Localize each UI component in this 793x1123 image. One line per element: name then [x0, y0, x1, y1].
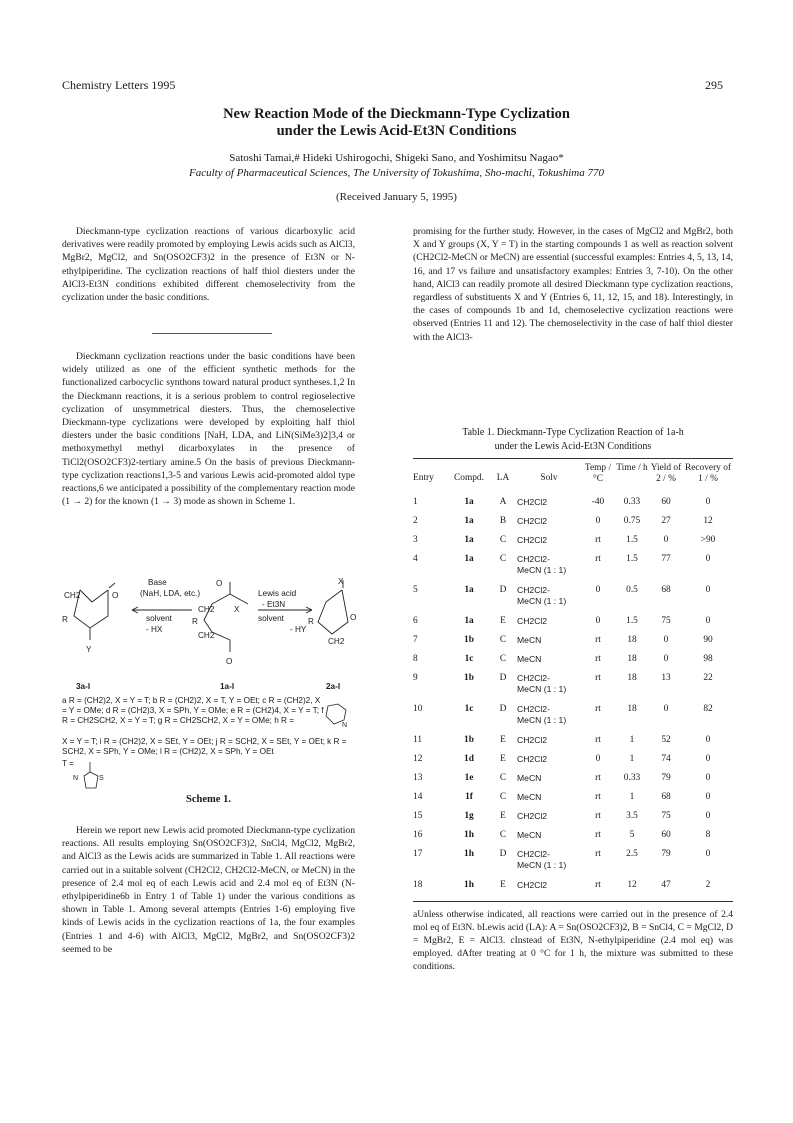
- cell-yield: 77: [661, 554, 671, 564]
- cell-solv-ratio: MeCN (1 : 1): [517, 715, 567, 725]
- intro-paragraph: Dieckmann cyclization reactions under the basic conditions have been widely utilized as one of the efficient synthetic methods for the functionalized carbocyclic synthons toward natural product syntheses.1,2 In the Dieckmann reactions, it is a serious problem to control regioselective cyclization of unsymmetrical diesters. Thus, the chemoselective Dieckmann-type cyclizations were developed by exploiting half thiol diesters under the basic conditions [NaH, LDA, and LiN(SiMe3)2]3,4 or methoxymethyl methyl dicarboxylates in the presence of TiCl2(OSO2CF3)2-tertiary amine.5 On the basis of previous Dieckmann-type cyclization reactions1,3-5 and various Lewis acid-promoted aldol type reactions,6 we anticipated a possibility of the complementary reaction mode (1 → 2) for the known (1 → 3) mode as shown in Scheme 1.: [62, 351, 355, 508]
- scheme-loss-right: - HY: [290, 625, 307, 634]
- cell-temp: rt: [595, 535, 601, 545]
- col-header-yield: Yield of 2 / %: [650, 463, 682, 484]
- cell-solv: MeCN: [517, 792, 542, 802]
- cell-entry: 5: [413, 585, 418, 595]
- cell-entry: 11: [413, 735, 423, 745]
- table-row: [413, 673, 733, 704]
- cell-recovery: 2: [705, 880, 711, 890]
- table-row: [413, 654, 733, 673]
- cell-solv: MeCN: [517, 773, 542, 783]
- cell-recovery: 12: [703, 516, 713, 526]
- cell-recovery: 0: [705, 585, 711, 595]
- cell-recovery: 0: [705, 849, 711, 859]
- svg-text:O: O: [216, 579, 223, 588]
- cell-solv-ratio: MeCN (1 : 1): [517, 860, 567, 870]
- table-row: [413, 516, 733, 535]
- scheme-amine: - Et3N: [262, 600, 286, 609]
- results-table: [413, 463, 733, 899]
- results-paragraph: Herein we report new Lewis acid promoted Dieckmann-type cyclization reactions. All results employing Sn(OSO2CF3)2, SnCl4, MgCl2, MgBr2, and AlCl3 as the Lewis acids are summarized in Table 1. All reactions were carried out in a suitable solvent (CH2Cl2, CH2Cl2-MeCN, or MeCN) in the presence of 2.4 mol eq of each Lewis acid and 2.4 mol eq of Et3N (N-ethylpiperidine6b in Entry 1 of Table 1) under the various conditions as shown in Table 1. Among several attempts (Entries 1-6) employing five kinds of Lewis acids in the cyclization reactions of 1a, the four examples (Entries 1 and 4-6) with AlCl3, MgCl2, MgBr2, and Sn(OSO2CF3)2 seemed to be: [62, 825, 355, 955]
- scheme-definitions-1: a R = (CH2)2, X = Y = T; b R = (CH2)2, X = T, Y = OEt; c R = (CH2)2, X = Y = OMe; d R = (CH2)3, X = SPh, Y = OMe; e R = (CH2)4, X = Y = T; f R = CH2SCH2, X = Y = T; g R = CH2SCH2, X = Y = OMe; h R =: [62, 696, 324, 726]
- cell-solv: CH2Cl2-: [517, 673, 550, 683]
- cell-recovery: 82: [703, 704, 713, 714]
- cell-compd: 1a: [464, 497, 474, 507]
- svg-text:O: O: [350, 613, 357, 622]
- cell-yield: 68: [661, 792, 671, 802]
- cell-entry: 12: [413, 754, 423, 764]
- cell-yield: 60: [661, 497, 671, 507]
- cell-temp: 0: [595, 754, 601, 764]
- cell-entry: 9: [413, 673, 418, 683]
- svg-text:O: O: [226, 657, 233, 666]
- col-header-temp: Temp / °C: [584, 463, 612, 484]
- cell-temp: rt: [595, 673, 601, 683]
- cell-solv: CH2Cl2: [517, 616, 548, 626]
- cell-compd: 1b: [464, 735, 474, 745]
- col-header-recovery: Recovery of 1 / %: [684, 463, 732, 484]
- cell-temp: rt: [595, 830, 601, 840]
- journal-header: Chemistry Letters 1995: [62, 78, 176, 92]
- cell-la: E: [500, 811, 506, 821]
- cell-la: A: [499, 497, 507, 507]
- cell-la: D: [499, 585, 507, 595]
- table-row: [413, 497, 733, 516]
- cell-solv-ratio: MeCN (1 : 1): [517, 565, 567, 575]
- svg-text:R: R: [308, 617, 314, 626]
- scheme-structures: [62, 576, 355, 694]
- table-footnotes: aUnless otherwise indicated, all reactions were carried out in the presence of 2.4 mol eq of Et3N. bLewis acid (LA): A = Sn(OSO2CF3)2, B = SnCl4, C = MgCl2, D = MgBr2, E = AlCl3. cInstead of Et3N, N-ethylpiperidine (2.4 mol eq) was employed. dAfter treating at 0 °C for 1 h, the mixture was submitted to these conditions.: [413, 910, 733, 972]
- svg-text:X: X: [234, 605, 240, 614]
- cell-recovery: 0: [705, 792, 711, 802]
- cell-temp: -40: [591, 497, 605, 507]
- continuation-paragraph: promising for the further study. However, in the cases of MgCl2 and MgBr2, both X and Y groups (X, Y = T) in the starting compounds 1 as well as reaction solvent (CH2Cl2-MeCN or MeCN) are essential (successful examples: Entries 4, 5, 13, 14, 16, and 17 vs failure and unsatisfactory examples: Entries 3, 7-10). On the other hand, AlCl3 can readily promote all desired Dieckmann type cyclization reactions, regardless of substituents X and Y (Entries 6, 11, 12, 15, and 18). Interestingly, in the cases of compounds 1b and 1d, chemoselective cyclization reactions were observed (Entries 11 and 12). The chemoselectivity in the case of half thiol diester with the AlCl3-: [413, 226, 733, 343]
- abstract-divider: [152, 333, 272, 334]
- cell-solv: CH2Cl2: [517, 735, 548, 745]
- thiazolidine-t-label: T =: [62, 759, 74, 768]
- cell-solv: CH2Cl2: [517, 811, 548, 821]
- table-top-rule: [413, 458, 733, 459]
- svg-text:CH2: CH2: [64, 591, 81, 600]
- table-row: [413, 811, 733, 830]
- cell-recovery: 98: [703, 654, 713, 664]
- table-row: [413, 830, 733, 849]
- scheme-base-conditions: (NaH, LDA, etc.): [140, 589, 201, 598]
- page-number: 295: [705, 78, 723, 92]
- cell-temp: rt: [595, 849, 601, 859]
- cell-solv: CH2Cl2-: [517, 704, 550, 714]
- cell-time: 1: [629, 754, 635, 764]
- table-row: [413, 535, 733, 554]
- table-row: [413, 735, 733, 754]
- svg-text:X: X: [338, 577, 344, 586]
- cell-recovery: 0: [705, 811, 711, 821]
- cell-yield: 0: [663, 635, 669, 645]
- cell-la: C: [499, 830, 507, 840]
- table-row: [413, 773, 733, 792]
- cell-temp: rt: [595, 654, 601, 664]
- cyclic-ketone-right: [318, 590, 348, 634]
- cell-entry: 3: [413, 535, 418, 545]
- cell-compd: 1a: [464, 535, 474, 545]
- cell-la: E: [500, 616, 506, 626]
- col-header-solv: Solv: [540, 473, 558, 483]
- cell-yield: 13: [661, 673, 671, 683]
- svg-text:R: R: [192, 617, 198, 626]
- compound-3-label: 3a-l: [76, 682, 91, 691]
- cell-la: C: [499, 554, 507, 564]
- cell-entry: 15: [413, 811, 423, 821]
- cell-time: 5: [629, 830, 635, 840]
- cell-la: D: [499, 673, 507, 683]
- table-header-row: [413, 463, 733, 497]
- cell-solv: CH2Cl2: [517, 754, 548, 764]
- cell-yield: 60: [661, 830, 671, 840]
- cell-entry: 8: [413, 654, 418, 664]
- table-row: [413, 880, 733, 899]
- cell-entry: 1: [413, 497, 418, 507]
- cell-time: 2.5: [626, 849, 638, 859]
- cell-yield: 75: [661, 811, 671, 821]
- cell-solv: CH2Cl2: [517, 516, 548, 526]
- svg-text:CH2: CH2: [198, 605, 215, 614]
- col-header-compd: Compd.: [454, 473, 484, 483]
- table-row: [413, 616, 733, 635]
- cell-entry: 4: [413, 554, 418, 564]
- cell-yield: 0: [663, 654, 669, 664]
- table-row: [413, 635, 733, 654]
- cell-la: C: [499, 773, 507, 783]
- table-row: [413, 554, 733, 585]
- cell-time: 1.5: [626, 535, 638, 545]
- cell-temp: rt: [595, 554, 601, 564]
- cell-compd: 1a: [464, 516, 474, 526]
- cell-compd: 1c: [464, 704, 474, 714]
- cell-recovery: 0: [705, 754, 711, 764]
- left-intro: [62, 350, 355, 520]
- cell-la: C: [499, 635, 507, 645]
- cell-compd: 1g: [464, 811, 474, 821]
- cell-compd: 1a: [464, 616, 474, 626]
- table-row: [413, 704, 733, 735]
- cell-compd: 1a: [464, 554, 474, 564]
- article-title-line1: New Reaction Mode of the Dieckmann-Type Cyclization: [223, 106, 570, 122]
- cell-solv: CH2Cl2-: [517, 849, 550, 859]
- cell-temp: rt: [595, 635, 601, 645]
- cell-time: 3.5: [626, 811, 638, 821]
- cell-time: 18: [627, 704, 637, 714]
- cell-yield: 79: [661, 773, 671, 783]
- cell-solv: MeCN: [517, 654, 542, 664]
- col-header-la: LA: [496, 473, 510, 483]
- cell-time: 0.33: [623, 773, 641, 783]
- compound-2-label: 2a-l: [326, 682, 341, 691]
- cell-entry: 2: [413, 516, 418, 526]
- cell-compd: 1a: [464, 585, 474, 595]
- cell-entry: 7: [413, 635, 418, 645]
- cell-solv: MeCN: [517, 830, 542, 840]
- cell-solv: CH2Cl2: [517, 535, 548, 545]
- cell-solv-ratio: MeCN (1 : 1): [517, 684, 567, 694]
- svg-text:CH2: CH2: [198, 631, 215, 640]
- scheme-base-label: Base: [148, 578, 167, 587]
- right-column: [413, 225, 733, 356]
- table-row: [413, 792, 733, 811]
- article-title-line2: under the Lewis Acid-Et3N Conditions: [276, 123, 517, 139]
- cell-compd: 1b: [464, 635, 474, 645]
- cell-entry: 18: [413, 880, 423, 890]
- cell-recovery: 0: [705, 497, 711, 507]
- cell-entry: 6: [413, 616, 418, 626]
- cell-yield: 0: [663, 704, 669, 714]
- cell-temp: rt: [595, 735, 601, 745]
- cell-la: D: [499, 849, 507, 859]
- cell-la: C: [499, 654, 507, 664]
- cell-recovery: 0: [705, 554, 711, 564]
- abstract: Dieckmann-type cyclization reactions of various dicarboxylic acid derivatives were readily promoted by employing Lewis acids such as AlCl3, MgBr2, MgCl2, and Sn(OSO2CF3)2 in the presence of Et3N or N-ethylpiperidine. The cyclization reactions of half thiol diesters under the AlCl3-Et3N conditions exhibited different chemoselectivity from the cyclization under the basic conditions.: [62, 226, 355, 304]
- cell-temp: 0: [595, 616, 601, 626]
- scheme-1: [62, 576, 355, 808]
- cell-time: 1.5: [626, 616, 638, 626]
- cell-recovery: 90: [703, 635, 713, 645]
- cell-compd: 1c: [464, 654, 474, 664]
- cell-time: 18: [627, 635, 637, 645]
- pyridine-icon: [324, 702, 352, 728]
- cell-entry: 16: [413, 830, 423, 840]
- svg-text:N: N: [73, 775, 79, 782]
- cell-yield: 27: [661, 516, 671, 526]
- cell-yield: 0: [663, 535, 669, 545]
- scheme-definitions-2: X = Y = T; i R = (CH2)2, X = SEt, Y = OEt; j R = SCH2, X = SEt, Y = OEt; k R = SCH2, X = SPh, Y = OMe; l R = (CH2)2, X = SPh, Y = OEt: [62, 737, 347, 757]
- scheme-solvent-right: solvent: [258, 614, 284, 623]
- cell-la: C: [499, 792, 507, 802]
- cell-temp: rt: [595, 880, 601, 890]
- scheme-solvent-left: solvent: [146, 614, 172, 623]
- cell-temp: rt: [595, 773, 601, 783]
- cell-la: E: [500, 754, 506, 764]
- table-caption-line1: Table 1. Dieckmann-Type Cyclization Reaction of 1a-h: [462, 427, 684, 438]
- cell-recovery: 8: [705, 830, 711, 840]
- cell-time: 0.33: [623, 497, 641, 507]
- cell-entry: 17: [413, 849, 423, 859]
- left-results: [62, 824, 355, 968]
- cell-la: B: [499, 516, 507, 526]
- cell-compd: 1h: [464, 849, 474, 859]
- table-caption-line2: under the Lewis Acid-Et3N Conditions: [494, 441, 652, 452]
- table-row: [413, 754, 733, 773]
- cell-la: E: [500, 880, 506, 890]
- cell-compd: 1b: [464, 673, 474, 683]
- compound-1-label: 1a-l: [220, 682, 235, 691]
- cell-compd: 1f: [465, 792, 473, 802]
- svg-text:Y: Y: [86, 645, 92, 654]
- cell-entry: 14: [413, 792, 423, 802]
- svg-text:CH2: CH2: [328, 637, 345, 646]
- cell-la: C: [499, 535, 507, 545]
- cell-time: 1: [629, 735, 635, 745]
- received-date: (Received January 5, 1995): [336, 191, 457, 203]
- cell-compd: 1h: [464, 830, 474, 840]
- cell-solv: CH2Cl2-: [517, 585, 550, 595]
- cell-temp: 0: [595, 585, 601, 595]
- cell-recovery: 22: [703, 673, 713, 683]
- cell-solv: CH2Cl2-: [517, 554, 550, 564]
- authors: Satoshi Tamai,# Hideki Ushirogochi, Shigeki Sano, and Yoshimitsu Nagao*: [229, 152, 564, 164]
- cell-la: E: [500, 735, 506, 745]
- svg-text:S: S: [99, 775, 104, 782]
- scheme-caption: Scheme 1.: [186, 794, 231, 805]
- cell-solv-ratio: MeCN (1 : 1): [517, 596, 567, 606]
- cell-entry: 13: [413, 773, 423, 783]
- cell-solv: CH2Cl2: [517, 497, 548, 507]
- scheme-lewis-label: Lewis acid: [258, 589, 297, 598]
- table-row: [413, 849, 733, 880]
- cell-yield: 74: [661, 754, 671, 764]
- affiliation: Faculty of Pharmaceutical Sciences, The University of Tokushima, Sho-machi, Tokushima 770: [189, 167, 604, 179]
- cell-temp: rt: [595, 811, 601, 821]
- svg-text:R: R: [62, 615, 68, 624]
- table-bottom-rule: [413, 901, 733, 902]
- cell-solv: MeCN: [517, 635, 542, 645]
- cell-time: 0.75: [623, 516, 641, 526]
- cell-compd: 1e: [464, 773, 474, 783]
- col-header-time: Time / h: [616, 463, 648, 473]
- cell-temp: rt: [595, 704, 601, 714]
- cell-time: 12: [627, 880, 637, 890]
- cell-yield: 68: [661, 585, 671, 595]
- table-row: [413, 585, 733, 616]
- cell-yield: 75: [661, 616, 671, 626]
- col-header-entry: Entry: [413, 473, 434, 483]
- cell-la: D: [499, 704, 507, 714]
- svg-text:O: O: [112, 591, 119, 600]
- cell-recovery: 0: [705, 735, 711, 745]
- cell-recovery: 0: [705, 616, 711, 626]
- cell-yield: 52: [661, 735, 671, 745]
- cell-time: 1: [629, 792, 635, 802]
- cell-yield: 47: [661, 880, 671, 890]
- cell-time: 18: [627, 654, 637, 664]
- svg-text:N: N: [342, 722, 348, 729]
- left-column: [62, 225, 355, 316]
- cell-temp: rt: [595, 792, 601, 802]
- cell-compd: 1h: [464, 880, 474, 890]
- cell-time: 0.5: [626, 585, 638, 595]
- cell-temp: 0: [595, 516, 601, 526]
- cell-recovery: 0: [705, 773, 711, 783]
- cell-solv: CH2Cl2: [517, 880, 548, 890]
- cell-yield: 79: [661, 849, 671, 859]
- cell-compd: 1d: [464, 754, 474, 764]
- scheme-loss-left: - HX: [146, 625, 163, 634]
- cell-entry: 10: [413, 704, 423, 714]
- cell-time: 18: [627, 673, 637, 683]
- cell-recovery: >90: [700, 535, 716, 545]
- cell-time: 1.5: [626, 554, 638, 564]
